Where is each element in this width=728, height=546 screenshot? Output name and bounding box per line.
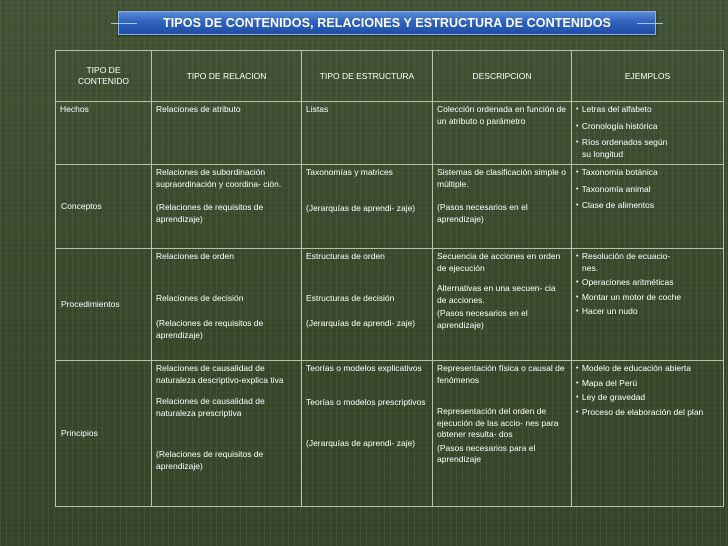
cell-relacion-hechos: Relaciones de atributo — [152, 102, 302, 165]
cell-tipo-procedimientos: Procedimientos — [56, 249, 152, 361]
cell-tipo-principios: Principios — [56, 361, 152, 507]
cell-relacion-procedimientos: Relaciones de orden Relaciones de decisión (Relaciones de requisitos de aprendizaje) — [152, 249, 302, 361]
list-item: • Ley de gravedad — [576, 392, 646, 402]
content-types-table — [55, 50, 724, 507]
list-item: • Ríos ordenados según — [576, 137, 668, 147]
header-row — [56, 51, 724, 102]
title-decoration-left — [111, 23, 137, 24]
cell-descripcion-procedimientos: Secuencia de acciones en orden de ejecución Alternativas en una secuen- cia de acciones. (Pasos necesarios en el aprendizaje) — [433, 249, 572, 361]
cell-estructura-hechos: Listas — [302, 102, 433, 165]
cell-ejemplos-procedimientos — [572, 249, 724, 361]
cell-tipo-conceptos: Conceptos — [56, 165, 152, 249]
list-item: • Operaciones aritméticas — [576, 277, 674, 287]
page-title: TIPOS DE CONTENIDOS, RELACIONES Y ESTRUCTURA DE CONTENIDOS — [163, 16, 611, 30]
cell-descripcion-principios: Representación física o causal de fenómenos Representación del orden de ejecución de las accio- nes para obtener resulta- dos (Pasos necesarios para el aprendizaje — [433, 361, 572, 507]
list-item: • Taxonomía botánica — [576, 167, 658, 177]
table-row-hechos — [56, 102, 724, 165]
cell-descripcion-conceptos: Sistemas de clasificación simple o múltiple. (Pasos necesarios en el aprendizaje) — [433, 165, 572, 249]
list-item: • Letras del alfabeto — [576, 104, 652, 114]
list-item: • Taxonomía animal — [576, 183, 651, 194]
list-item-continuation: nes. — [582, 262, 599, 273]
list-item-continuation: su longitud — [582, 148, 624, 159]
cell-relacion-conceptos: Relaciones de subordinación supraordinación y coordina- ción. (Relaciones de requisitos de aprendizaje) — [152, 165, 302, 249]
cell-descripcion-hechos: Colección ordenada en función de un atributo o parámetro — [433, 102, 572, 165]
list-item: • Mapa del Perú — [576, 377, 638, 388]
list-item: • Montar un motor de coche — [576, 291, 682, 302]
title-decoration-right — [637, 23, 663, 24]
cell-ejemplos-hechos — [572, 102, 724, 165]
list-item: • Clase de alimentos — [576, 200, 655, 210]
title-banner — [118, 11, 656, 35]
list-item: • Modelo de educación abierta — [576, 363, 691, 373]
header-tipo-estructura: TIPO DE ESTRUCTURA — [302, 51, 433, 102]
cell-estructura-principios: Teorías o modelos explicativos Teorías o modelos prescriptivos (Jerarquías de aprendi- zaje) — [302, 361, 433, 507]
cell-estructura-procedimientos: Estructuras de orden Estructuras de decisión (Jerarquías de aprendi- zaje) — [302, 249, 433, 361]
cell-relacion-principios: Relaciones de causalidad de naturaleza descriptivo-explica tiva Relaciones de causalidad de naturaleza prescriptiva (Relaciones de requisitos de aprendizaje) — [152, 361, 302, 507]
header-tipo-relacion: TIPO DE RELACION — [152, 51, 302, 102]
list-item: • Hacer un nudo — [576, 306, 638, 316]
table-row-conceptos — [56, 165, 724, 249]
cell-tipo-hechos: Hechos — [56, 102, 152, 165]
header-ejemplos: EJEMPLOS — [572, 51, 724, 102]
header-tipo-contenido: TIPO DE CONTENIDO — [56, 51, 152, 102]
list-item: • Cronología histórica — [576, 120, 658, 131]
list-item: • Proceso de elaboración del plan — [576, 406, 704, 417]
table-row-procedimientos — [56, 249, 724, 361]
list-item: • Resolución de ecuacio- — [576, 251, 671, 261]
table-row-principios — [56, 361, 724, 507]
header-descripcion: DESCRIPCION — [433, 51, 572, 102]
cell-estructura-conceptos: Taxonomías y matrices (Jerarquías de aprendi- zaje) — [302, 165, 433, 249]
cell-ejemplos-conceptos — [572, 165, 724, 249]
cell-ejemplos-principios — [572, 361, 724, 507]
